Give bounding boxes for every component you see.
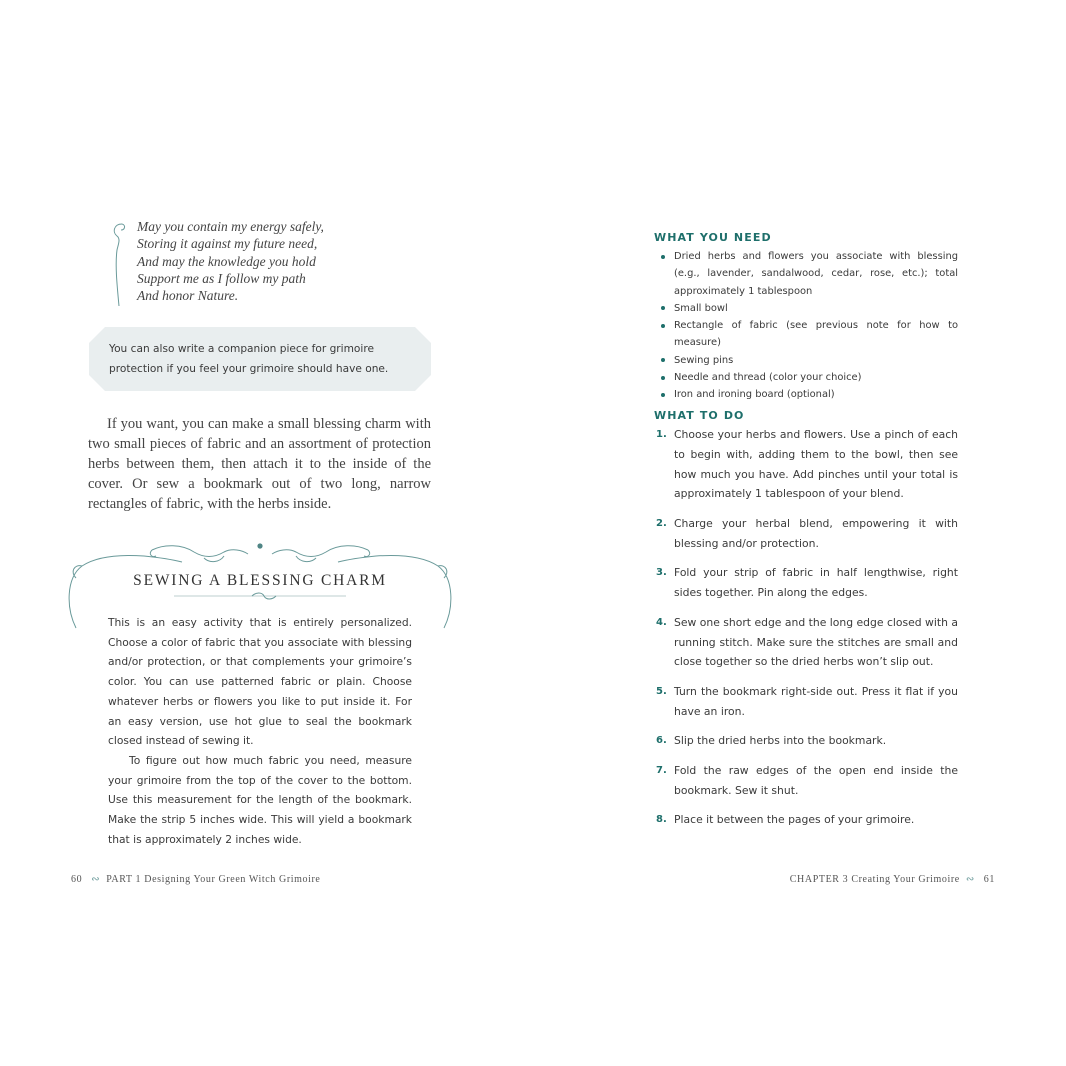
step-text: Charge your herbal blend, empowering it with blessing and/or protection.	[674, 516, 958, 550]
supplies-list	[660, 248, 958, 404]
list-item: Iron and ironing board (optional)	[660, 386, 958, 403]
body-paragraph: If you want, you can make a small blessing charm with two small pieces of fabric and an assortment of protection herbs between them, then attach it to the inside of the cover. Or sew a bookmark out of two long, narrow rectangles of fabric, with the herbs inside.	[88, 416, 431, 512]
list-item: Needle and thread (color your choice)	[660, 369, 958, 386]
body-paragraph: This is an easy activity that is entirely personalized. Choose a color of fabric that you associate with blessing and/or protection, or that complements your grimoire’s color. You can use patterned fabric or plain. Choose whatever herbs or flowers you like to put inside it. For an easy version, use hot glue to seal the bookmark closed instead of sewing it.	[108, 616, 412, 748]
swirl-ornament-icon	[108, 220, 128, 310]
note-text: You can also write a companion piece for grimoire protection if you feel your grimoire should have one.	[109, 343, 389, 375]
poem	[137, 218, 397, 304]
poem-line: Storing it against my future need,	[137, 236, 318, 252]
body-paragraph: To figure out how much fabric you need, measure your grimoire from the top of the cover to the bottom. Use this measurement for the length of the bookmark. Make the strip 5 inches wide. This will yield a bookmark that is approximately 2 inches wide.	[108, 753, 412, 846]
list-item: Dried herbs and flowers you associate with blessing (e.g., lavender, sandalwood, cedar, rose, etc.); total approximately 1 tablespoon	[660, 248, 958, 300]
step-number: 8.	[656, 814, 667, 826]
step-number: 2.	[656, 517, 667, 529]
step-item	[656, 682, 958, 722]
step-number: 7.	[656, 764, 667, 776]
step-text: Choose your herbs and flowers. Use a pinch of each to begin with, adding them to the bowl, then see how much you have. Add pinches until your total is approximately 1 tablespoon of your blend.	[674, 428, 958, 501]
left-footer	[68, 874, 320, 885]
poem-line: Support me as I follow my path	[137, 270, 306, 286]
step-item	[656, 514, 958, 554]
step-item	[656, 563, 958, 603]
poem-line: May you contain my energy safely,	[137, 219, 324, 234]
step-number: 4.	[656, 616, 667, 628]
step-item	[656, 810, 958, 830]
section-title: SEWING A BLESSING CHARM	[133, 572, 387, 589]
footer-ornament-icon: ∾	[965, 874, 975, 885]
step-text: Fold your strip of fabric in half lengthwise, right sides together. Pin along the edges.	[674, 566, 958, 600]
step-item	[656, 761, 958, 801]
step-number: 6.	[656, 735, 667, 747]
page-number: 61	[983, 874, 995, 885]
page-number: 60	[71, 874, 83, 885]
list-item: Small bowl	[660, 300, 958, 317]
poem-line: And may the knowledge you hold	[137, 253, 316, 269]
list-item: Sewing pins	[660, 352, 958, 369]
what-you-need-heading: WHAT YOU NEED	[654, 231, 772, 244]
running-head: PART 1 Designing Your Green Witch Grimoire	[106, 874, 321, 885]
step-item	[656, 425, 958, 504]
charm-instructions	[108, 613, 412, 849]
what-to-do-heading: WHAT TO DO	[654, 409, 745, 422]
step-text: Sew one short edge and the long edge closed with a running stitch. Make sure the stitches are small and close together so the dried herbs won’t slip out.	[674, 615, 958, 669]
step-number: 5.	[656, 685, 667, 697]
step-item	[656, 613, 958, 672]
footer-ornament-icon: ∾	[91, 874, 101, 885]
list-item: Rectangle of fabric (see previous note for how to measure)	[660, 317, 958, 352]
step-item	[656, 731, 958, 751]
step-text: Place it between the pages of your grimoire.	[674, 813, 915, 827]
running-head: CHAPTER 3 Creating Your Grimoire	[789, 874, 960, 885]
step-number: 3.	[656, 567, 667, 579]
step-text: Slip the dried herbs into the bookmark.	[674, 734, 887, 748]
poem-line: And honor Nature.	[137, 288, 239, 304]
step-text: Turn the bookmark right-side out. Press it flat if you have an iron.	[674, 684, 958, 718]
step-text: Fold the raw edges of the open end inside the bookmark. Sew it shut.	[674, 763, 958, 797]
right-footer	[790, 874, 998, 885]
step-number: 1.	[656, 429, 667, 440]
steps-list	[656, 425, 958, 840]
